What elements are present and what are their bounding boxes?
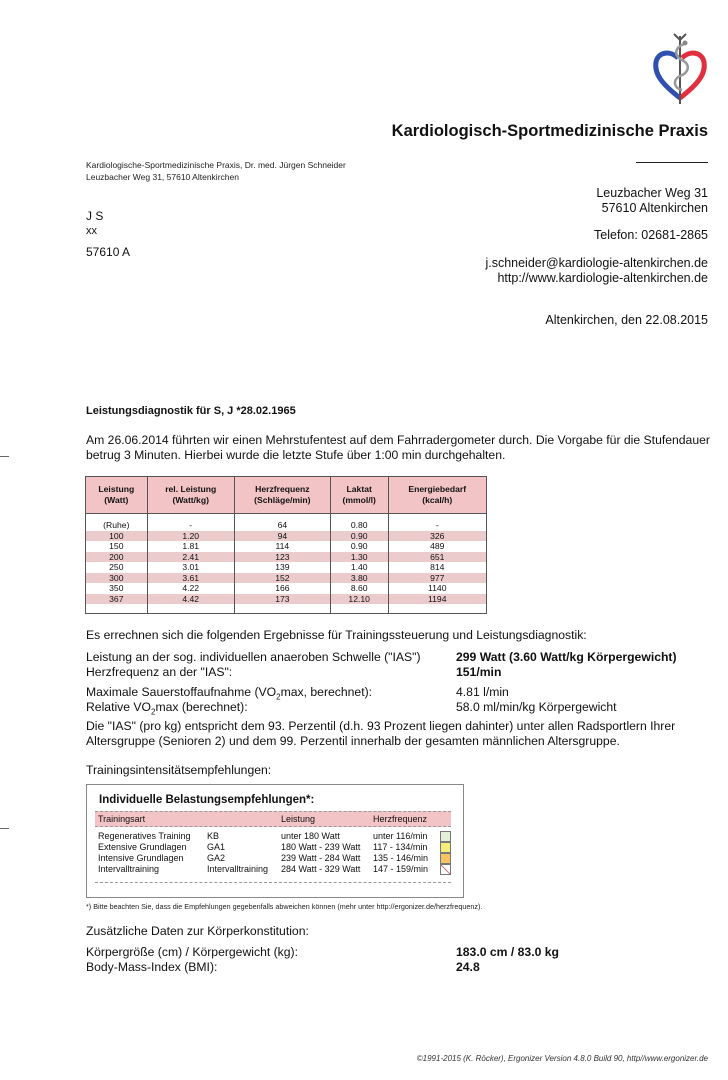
recommendations-box	[86, 784, 464, 898]
recommendation-power: unter 180 Watt	[281, 831, 340, 841]
results-intro: Es errechnen sich die folgenden Ergebnisse für Trainingssteuerung und Leistungsdiagnostik:	[86, 628, 587, 642]
table-cell: 139	[234, 562, 330, 573]
percentile-text: Die "IAS" (pro kg) entspricht dem 93. Perzentil (d.h. 93 Prozent liegen dahinter) unter allen Radsportlern Ihrer Altersgruppe (Senioren 2) und dem 99. Perzentil innerhalb der gesamten männlichen Altersgruppe.	[86, 719, 676, 748]
table-cell: 200	[86, 552, 148, 563]
vo2max-label: Maximale Sauerstoffaufnahme ($VO_2\max$, berechnet):	[86, 685, 373, 702]
sender-line-2: Leuzbacher Weg 31, 57610 Altenkirchen	[86, 172, 239, 182]
table-cell: 0.90	[330, 541, 388, 552]
column-header: Energiebedarf (kcal/h)	[388, 477, 487, 514]
column-header: Herzfrequenz (Schläge/min)	[234, 477, 330, 514]
recommendations-divider	[95, 882, 451, 883]
table-cell: 350	[109, 583, 124, 593]
table-spacer-row	[86, 604, 487, 614]
table-row	[86, 531, 487, 542]
table-cell: 1.40	[330, 562, 388, 573]
heart-caduceus-logo-icon	[650, 28, 710, 108]
size-weight-label: Körpergröße (cm) / Körpergewicht (kg):	[86, 945, 298, 959]
bmi-value: 24.8	[456, 960, 480, 974]
recommendation-type: Regeneratives Training	[98, 831, 191, 841]
recipient-city: 57610 A	[86, 245, 131, 259]
recommendation-row	[95, 831, 451, 842]
recommendations-footnote: *) Bitte beachten Sie, dass die Empfehlungen gegebenfalls abweichen können (mehr unter http://ergonizer.de/herzfrequenz).	[86, 902, 483, 911]
table-row	[86, 573, 487, 584]
table-cell: 1140	[388, 583, 487, 594]
recipient-name: J S	[86, 209, 104, 223]
contact-phone: Telefon: 02681-2865	[594, 228, 708, 242]
table-row	[86, 541, 487, 552]
table-cell: 977	[388, 573, 487, 584]
zone-color-swatch-icon	[440, 853, 451, 864]
fold-mark	[0, 828, 9, 829]
size-weight-value: 183.0 cm / 83.0 kg	[456, 945, 559, 959]
table-cell: 123	[234, 552, 330, 563]
zone-color-swatch-icon	[440, 831, 451, 842]
table-cell: 8.60	[330, 583, 388, 594]
table-cell: -	[147, 520, 234, 531]
recommendation-power: 180 Watt - 239 Watt	[281, 842, 361, 852]
table-cell: 489	[388, 541, 487, 552]
table-cell: 0.90	[330, 531, 388, 542]
fold-mark	[0, 456, 9, 457]
header-hr: Herzfrequenz	[373, 814, 428, 824]
table-row	[86, 594, 487, 605]
table-cell: -	[388, 520, 487, 531]
header-power: Leistung	[281, 814, 316, 824]
recommendations-header	[95, 811, 451, 827]
table-cell: 1.81	[147, 541, 234, 552]
zone-color-swatch-icon	[440, 842, 451, 853]
contact-city: 57610 Altenkirchen	[601, 201, 708, 215]
table-cell: 1194	[388, 594, 487, 605]
table-cell: 326	[388, 531, 487, 542]
rel-vo2max-label: Relative $VO_2\max$ (berechnet):	[86, 700, 248, 717]
table-cell: 64	[234, 520, 330, 531]
recommendation-power: 239 Watt - 284 Watt	[281, 853, 361, 863]
recommendation-code: KB	[207, 831, 220, 841]
date-line: Altenkirchen, den 22.08.2015	[545, 313, 708, 327]
performance-table	[85, 476, 487, 614]
table-row	[86, 552, 487, 563]
table-cell: 114	[234, 541, 330, 552]
sender-line-1: Kardiologische-Sportmedizinische Praxis, Dr. med. Jürgen Schneider	[86, 160, 346, 170]
recommendation-type: Intervalltraining	[98, 864, 160, 874]
recommendation-hr: unter 116/min	[373, 831, 428, 841]
column-header: Laktat (mmol/l)	[330, 477, 388, 514]
recommendation-code: Intervalltraining	[207, 864, 269, 874]
ias-power-value: 299 Watt (3.60 Watt/kg Körpergewicht)	[456, 650, 677, 664]
vo2max-value: 4.81 l/min	[456, 685, 509, 699]
table-cell: 150	[109, 541, 124, 551]
recommendation-row	[95, 853, 451, 864]
table-cell: 4.22	[147, 583, 234, 594]
table-cell: 250	[109, 562, 124, 572]
recommendation-hr: 117 - 134/min	[373, 842, 428, 852]
table-cell: 3.61	[147, 573, 234, 584]
recommendation-code: GA1	[207, 842, 226, 852]
practice-title: Kardiologisch-Sportmedizinische Praxis	[391, 122, 708, 140]
recipient-street: xx	[86, 225, 97, 237]
table-cell: 1.20	[147, 531, 234, 542]
table-cell: 814	[388, 562, 487, 573]
table-cell: 0.80	[330, 520, 388, 531]
table-cell: 2.41	[147, 552, 234, 563]
recommendation-row	[95, 864, 451, 875]
ias-power-label: Leistung an der sog. individuellen anaeroben Schwelle ("IAS")	[86, 650, 421, 664]
ias-hr-value: 151/min	[456, 665, 502, 679]
table-cell: 300	[86, 573, 148, 584]
table-cell: 651	[388, 552, 487, 563]
recommendation-power: 284 Watt - 329 Watt	[281, 864, 361, 874]
table-cell: 4.42	[147, 594, 234, 605]
table-row	[86, 520, 487, 531]
column-header: Leistung (Watt)	[86, 477, 148, 514]
footer-copyright: ©1991-2015 (K. Röcker), Ergonizer Version 4.8.0 Build 90, http//www.ergonizer.de	[416, 1054, 708, 1063]
recommendation-row	[95, 842, 451, 853]
recommendation-hr: 135 - 146/min	[373, 853, 429, 863]
table-cell: 1.30	[330, 552, 388, 563]
header-type: Trainingsart	[98, 814, 146, 824]
column-header: rel. Leistung (Watt/kg)	[147, 477, 234, 514]
recommendation-type: Intensive Grundlagen	[98, 853, 184, 863]
table-cell: 100	[86, 531, 148, 542]
rel-vo2max-value: 58.0 ml/min/kg Körpergewicht	[456, 700, 617, 714]
table-cell: 367	[86, 594, 148, 605]
table-cell: 12.10	[330, 594, 388, 605]
recommendation-type: Extensive Grundlagen	[98, 842, 187, 852]
table-cell: 94	[234, 531, 330, 542]
table-cell: 3.01	[147, 562, 234, 573]
table-cell: 166	[234, 583, 330, 594]
bmi-label: Body-Mass-Index (BMI):	[86, 960, 218, 974]
table-cell: 173	[234, 594, 330, 605]
ias-hr-label: Herzfrequenz an der "IAS":	[86, 665, 233, 679]
contact-email[interactable]: j.schneider@kardiologie-altenkirchen.de	[485, 256, 708, 270]
table-cell: 3.80	[330, 573, 388, 584]
table-row	[86, 583, 487, 594]
contact-street: Leuzbacher Weg 31	[596, 186, 708, 200]
table-cell: 152	[234, 573, 330, 584]
body-data-heading: Zusätzliche Daten zur Körperkonstitution:	[86, 924, 309, 938]
table-cell: (Ruhe)	[103, 520, 130, 530]
recommendation-hr: 147 - 159/min	[373, 864, 429, 874]
report-heading: Leistungsdiagnostik für S, J *28.02.1965	[86, 405, 296, 417]
table-row	[86, 562, 487, 573]
table-header-row	[86, 477, 487, 514]
zone-color-swatch-icon	[440, 864, 451, 875]
contact-website[interactable]: http://www.kardiologie-altenkirchen.de	[497, 271, 708, 285]
recommendations-label: Trainingsintensitätsempfehlungen:	[86, 763, 272, 777]
report-intro: Am 26.06.2014 führten wir einen Mehrstufentest auf dem Fahrradergometer durch. Die Vorgabe für die Stufendauer betrug 3 Minuten. Hierbei wurde die letzte Stufe über 1:00 min durchgehalten.	[86, 433, 710, 462]
title-divider	[636, 162, 708, 163]
recommendations-title: Individuelle Belastungsempfehlungen*:	[99, 794, 315, 806]
recommendation-code: GA2	[207, 853, 226, 863]
